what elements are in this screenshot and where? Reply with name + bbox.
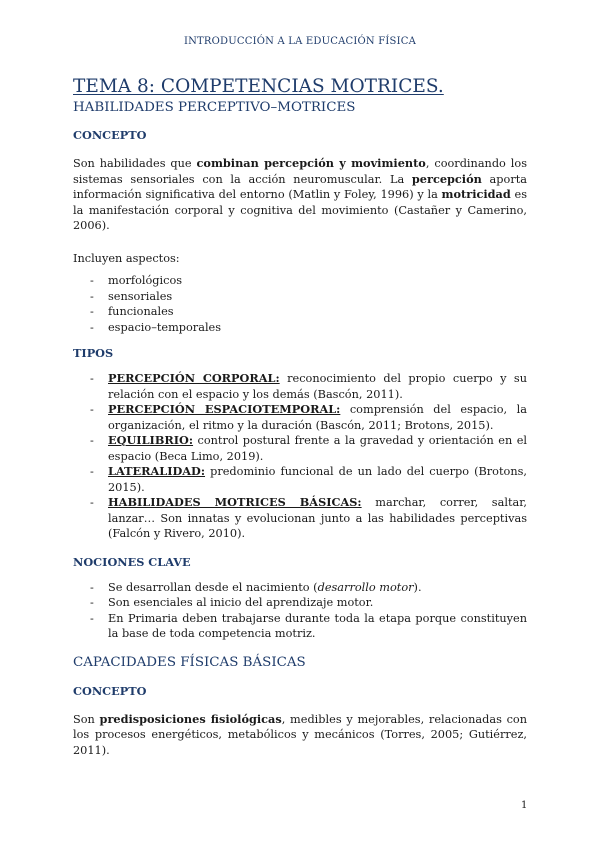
list-item [73,464,527,495]
list-item: - espacio–temporales [73,320,527,336]
emphasis-text: motricidad [441,187,511,201]
term-description: marchar, correr, saltar, lanzar… Son innatas y evolucionan junto a las habilidades perceptivas (Falcón y Rivero, 2010). [108,496,527,540]
subheading-nociones-clave: NOCIONES CLAVE [73,554,191,569]
list-item [73,371,527,402]
list-item [73,580,527,596]
section-heading-capacidades: CAPACIDADES FÍSICAS BÁSICAS [73,654,306,670]
nociones-list [73,580,527,642]
emphasis-text: combinan percepción y movimiento [196,156,426,170]
list-item [73,495,527,542]
text-run: aporta información significativa del entorno (Matlin y Foley, 1996) y la [73,172,527,201]
list-item: - morfológicos [73,273,527,289]
term-description: predominio funcional de un lado del cuerpo (Brotons, 2015). [108,465,527,494]
page-content [73,76,527,758]
text-run: es la manifestación corporal y cognitiva del movimiento (Castañer y Camerino, 2006). [73,188,527,232]
subheading-tipos: TIPOS [73,346,114,360]
term-label: HABILIDADES MOTRICES BÁSICAS: [108,495,362,509]
term-description: reconocimiento del propio cuerpo y su relación con el espacio y los demás (Bascón, 2011). [108,372,527,401]
aspects-list [73,273,527,335]
list-item: - Son esenciales al inicio del aprendizaje motor. [73,595,527,611]
list-item: - En Primaria deben trabajarse durante toda la etapa porque constituyen la base de toda competencia motriz. [73,611,527,642]
list-item [73,402,527,433]
term-label: PERCEPCIÓN CORPORAL: [108,371,280,385]
term-description: comprensión del espacio, la organización, el ritmo y la duración (Bascón, 2011; Brotons, 2015). [108,403,527,432]
subheading-concepto-2: CONCEPTO [73,683,147,698]
capacidades-paragraph [73,712,527,759]
term-label: PERCEPCIÓN ESPACIOTEMPORAL: [108,402,341,416]
term-label: LATERALIDAD: [108,464,206,478]
list-item: - sensoriales [73,289,527,305]
list-item [73,433,527,464]
text-run: ). [413,580,422,594]
page-number: 1 [521,800,528,811]
document-title: TEMA 8: COMPETENCIAS MOTRICES. [73,76,444,97]
list-item: - funcionales [73,304,527,320]
text-run: , medibles y mejorables, relacionadas con los procesos energéticos, metabólicos y mecánicos (Torres, 2005; Gutiérrez, 2011). [73,712,527,757]
text-run: Son habilidades que [73,157,197,170]
text-run: , coordinando los sistemas sensoriales con la acción neuromuscular. La [73,157,527,186]
term-description: control postural frente a la gravedad y orientación en el espacio (Beca Limo, 2019). [108,434,527,463]
emphasis-text: percepción [411,171,482,186]
tipos-list [73,371,527,542]
text-run: Se desarrollan desde el nacimiento ( [108,580,318,594]
section-heading-habilidades: HABILIDADES PERCEPTIVO–MOTRICES [73,100,356,115]
concepto-paragraph-2: Incluyen aspectos: [73,251,180,265]
text-run: Son [73,712,100,726]
italic-text: desarrollo motor [317,580,414,594]
concepto-paragraph-1 [73,156,527,234]
emphasis-text: predisposiciones fisiológicas [99,711,282,726]
subheading-concepto-1: CONCEPTO [73,128,147,142]
term-label: EQUILIBRIO: [108,433,194,447]
running-header: INTRODUCCIÓN A LA EDUCACIÓN FÍSICA [183,36,417,47]
